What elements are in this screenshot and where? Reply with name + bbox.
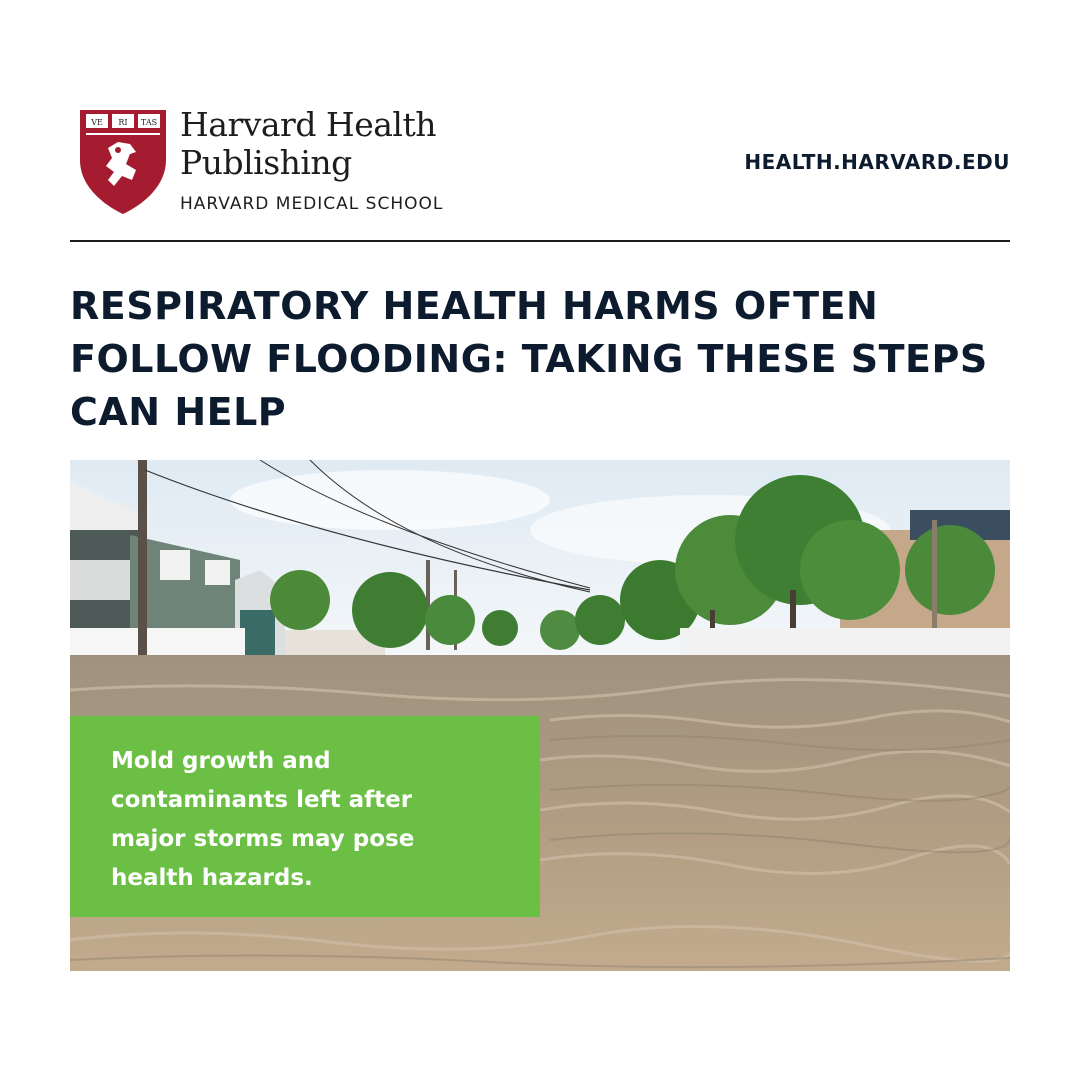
shield-icon: [78, 108, 168, 216]
motto-tas: TAS: [140, 118, 158, 127]
site-url-link[interactable]: HEALTH.HARVARD.EDU: [744, 150, 1010, 174]
motto-ve: VE: [91, 118, 103, 127]
photo-caption: Mold growth and contaminants left after major storms may pose health hazards.: [111, 748, 415, 891]
brand-name-line2: Publishing: [180, 143, 352, 182]
brand-name-line1: Harvard Health: [180, 105, 436, 144]
caption-box: [70, 716, 540, 917]
harvard-shield-logo[interactable]: [78, 108, 168, 220]
motto-ri: RI: [118, 118, 128, 127]
article-headline: RESPIRATORY HEALTH HARMS OFTEN FOLLOW FLOODING: TAKING THESE STEPS CAN HELP: [70, 284, 988, 434]
brand-subtitle: HARVARD MEDICAL SCHOOL: [180, 194, 444, 214]
header-divider: [70, 240, 1010, 242]
brand-name[interactable]: [180, 106, 443, 214]
header: [70, 100, 1010, 220]
